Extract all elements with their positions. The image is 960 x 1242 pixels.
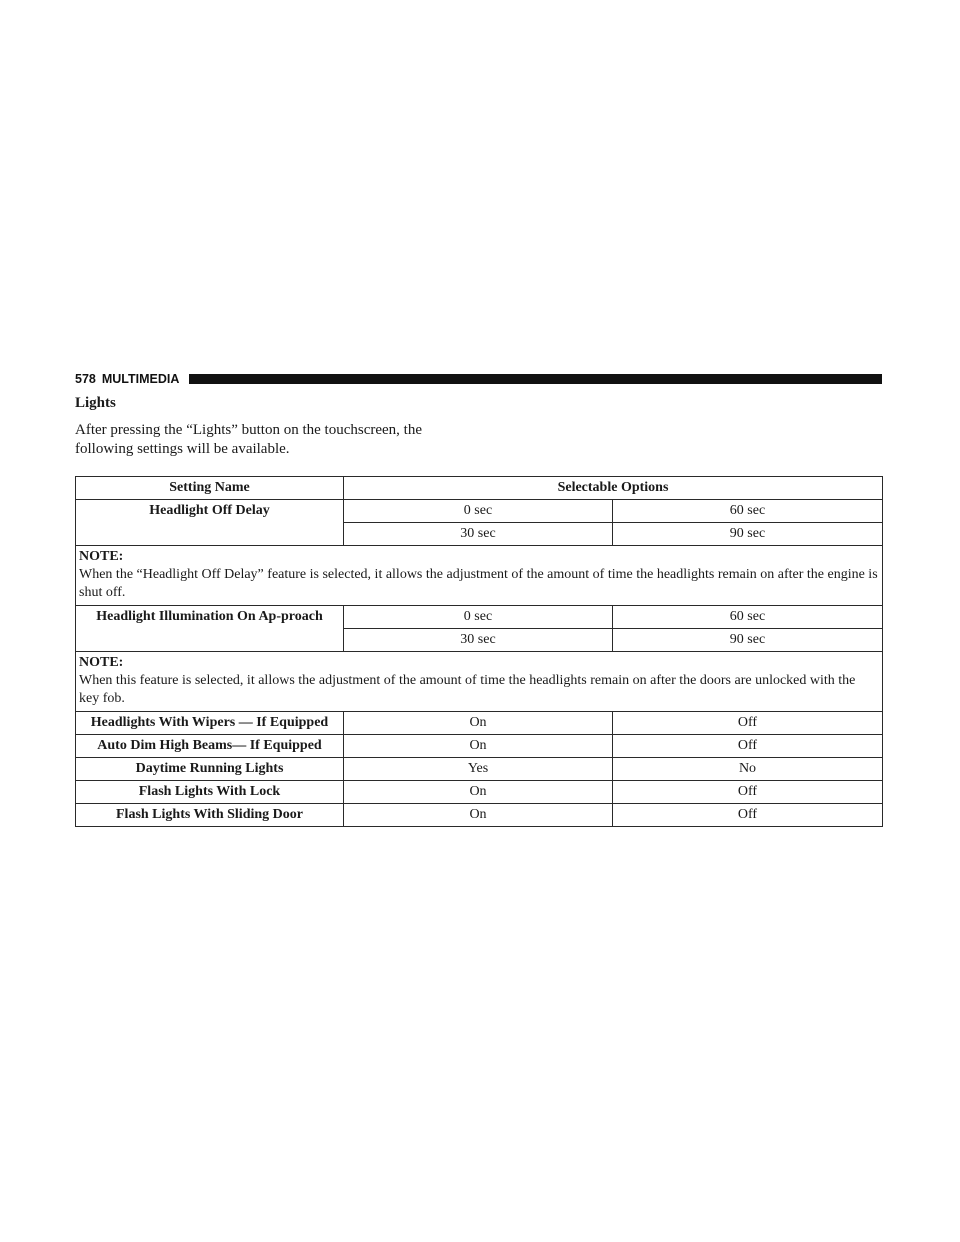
table-row bbox=[76, 781, 883, 804]
note-row bbox=[76, 546, 883, 606]
setting-name: Headlights With Wipers — If Equipped bbox=[76, 712, 344, 735]
option-cell: Off bbox=[613, 804, 883, 827]
option-cell: 0 sec bbox=[344, 500, 613, 523]
section-title: MULTIMEDIA bbox=[101, 372, 180, 386]
note-label: NOTE: bbox=[79, 655, 124, 670]
setting-name: Daytime Running Lights bbox=[76, 758, 344, 781]
table-row bbox=[76, 735, 883, 758]
option-cell: Off bbox=[613, 712, 883, 735]
note-label: NOTE: bbox=[79, 549, 124, 564]
option-cell: 90 sec bbox=[613, 523, 883, 546]
option-cell: 0 sec bbox=[344, 606, 613, 629]
setting-name: Flash Lights With Sliding Door bbox=[76, 804, 344, 827]
table-row bbox=[76, 804, 883, 827]
note-cell bbox=[76, 546, 883, 606]
header-rule bbox=[189, 374, 882, 384]
note-cell bbox=[76, 652, 883, 712]
option-cell: 30 sec bbox=[344, 523, 613, 546]
option-cell: On bbox=[344, 712, 613, 735]
note-text: When this feature is selected, it allows the adjustment of the amount of time the headlights remain on after the doors are unlocked with the key fob. bbox=[79, 673, 856, 706]
option-cell: On bbox=[344, 781, 613, 804]
lights-settings-table bbox=[75, 476, 883, 827]
option-cell: Off bbox=[613, 781, 883, 804]
option-cell: Yes bbox=[344, 758, 613, 781]
setting-name: Auto Dim High Beams— If Equipped bbox=[76, 735, 344, 758]
option-cell: No bbox=[613, 758, 883, 781]
option-cell: 60 sec bbox=[613, 606, 883, 629]
note-row bbox=[76, 652, 883, 712]
option-cell: 90 sec bbox=[613, 629, 883, 652]
column-header-selectable-options: Selectable Options bbox=[344, 477, 883, 500]
section-heading: Lights bbox=[75, 395, 116, 411]
column-header-setting-name: Setting Name bbox=[76, 477, 344, 500]
setting-name: Headlight Illumination On Ap-proach bbox=[76, 606, 344, 652]
option-cell: 60 sec bbox=[613, 500, 883, 523]
table-row bbox=[76, 758, 883, 781]
table-row bbox=[76, 606, 883, 629]
intro-paragraph: After pressing the “Lights” button on the touchscreen, the following settings will be available. bbox=[75, 422, 422, 457]
option-cell: On bbox=[344, 804, 613, 827]
option-cell: On bbox=[344, 735, 613, 758]
table-row bbox=[76, 500, 883, 523]
table-header-row bbox=[76, 477, 883, 500]
note-text: When the “Headlight Off Delay” feature is selected, it allows the adjustment of the amount of time the headlights remain on after the engine is shut off. bbox=[79, 567, 878, 600]
option-cell: 30 sec bbox=[344, 629, 613, 652]
setting-name: Headlight Off Delay bbox=[76, 500, 344, 546]
option-cell: Off bbox=[613, 735, 883, 758]
page-header bbox=[75, 370, 882, 388]
setting-name: Flash Lights With Lock bbox=[76, 781, 344, 804]
page-number: 578 bbox=[75, 372, 96, 386]
table-row bbox=[76, 712, 883, 735]
